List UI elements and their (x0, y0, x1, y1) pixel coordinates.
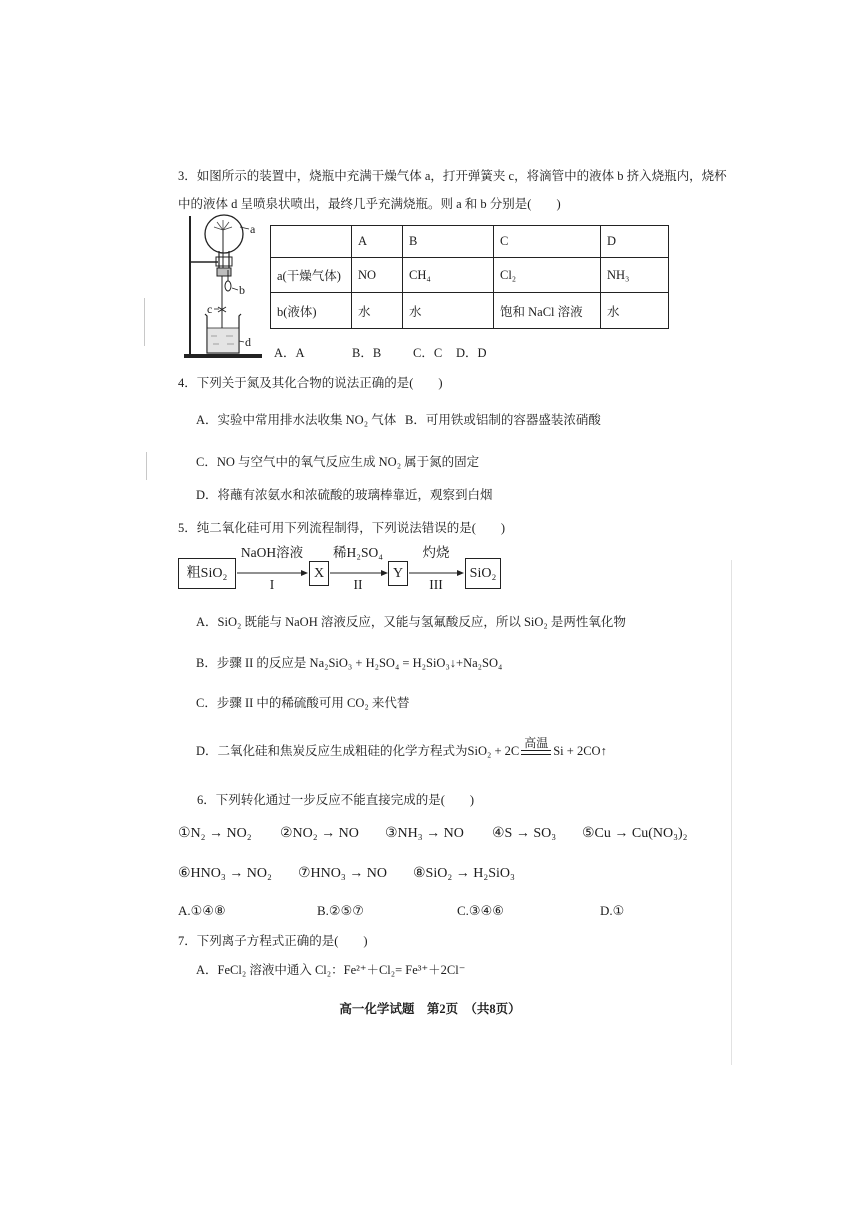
dropper-bulb (225, 281, 231, 291)
clamp-jaw (216, 257, 232, 266)
q6-item-7: ⑦HNO₃ → NO (298, 866, 387, 881)
q6-item-1: ①N₂ → NO₂ (178, 826, 252, 841)
q4-option-a: A．实验中常用排水法收集 NO₂ 气体 (196, 413, 397, 427)
table-row-label: a(干燥气体) (271, 258, 352, 293)
flow-box-end: SiO₂ (465, 558, 501, 589)
table-cell: 饱和 NaCl 溶液 (494, 293, 601, 329)
q3-stem-line-1: 3．如图所示的装置中，烧瓶中充满干燥气体 a，打开弹簧夹 c，将滴管中的液体 b 挤入烧瓶内，烧杯 (178, 169, 727, 183)
scan-artifact-line (146, 452, 147, 480)
q3-stem-line-2: 中的液体 d 呈喷泉状喷出，最终几乎充满烧瓶。则 a 和 b 分别是( ) (178, 197, 561, 211)
q4-option-b: B．可用铁或铝制的容器盛装浓硝酸 (405, 413, 601, 427)
flow-reagent-3: 灼烧 (422, 545, 450, 560)
flow-arrowhead-2 (381, 570, 388, 576)
flow-arrowhead-3 (457, 570, 464, 576)
flask (205, 215, 243, 253)
reaction-condition-label: 高温 (524, 735, 549, 750)
table-row (271, 293, 669, 329)
stand-base (184, 354, 262, 358)
flow-reagent-1: NaOH溶液 (240, 545, 304, 560)
q3-option-a: A．A (274, 346, 305, 360)
beaker-liquid (208, 328, 239, 352)
q3-table (270, 225, 669, 329)
table-header-cell: A (352, 226, 403, 258)
q6-item-4: ④S → SO₃ (492, 826, 557, 841)
page-footer: 高一化学试题 第2页 （共8页） (339, 1002, 521, 1016)
q4-option-c: C．NO 与空气中的氧气反应生成 NO₂ 属于氮的固定 (196, 455, 480, 469)
q5-stem: 5．纯二氧化硅可用下列流程制得，下列说法错误的是( ) (178, 521, 506, 535)
figure-label-a: a (250, 222, 256, 236)
table-corner-cell (271, 226, 352, 258)
q5-option-a: A．SiO₂ 既能与 NaOH 溶液反应，又能与氢氟酸反应，所以 SiO₂ 是两性氧化物 (196, 615, 626, 629)
figure-label-c: c (207, 302, 213, 316)
leader-line-b (232, 288, 238, 290)
table-row-label: b(液体) (271, 293, 352, 329)
leader-line-d (239, 341, 244, 342)
table-header-cell: C (494, 226, 601, 258)
q6-item-3: ③NH₃ → NO (385, 826, 464, 841)
flow-reagent-2: 稀H₂SO₄ (333, 545, 383, 560)
reaction-condition-equals (521, 735, 551, 755)
flow-arrowhead-1 (301, 570, 308, 576)
q4-stem: 4．下列关于氮及其化合物的说法正确的是( ) (178, 376, 443, 390)
table-row (271, 258, 669, 293)
q3-option-b: B．B (352, 346, 382, 360)
q3-option-d: D．D (456, 346, 487, 360)
table-cell: CH₄ (403, 258, 494, 293)
figure-label-d: d (245, 335, 251, 349)
table-cell: 水 (403, 293, 494, 329)
q6-option-c: C.③④⑥ (457, 903, 504, 918)
q6-option-b: B.②⑤⑦ (317, 903, 364, 918)
q6-item-2: ②NO₂ → NO (280, 826, 359, 841)
q3-option-c: C．C (413, 346, 443, 360)
scan-artifact-line (144, 298, 145, 346)
table-cell: NO (352, 258, 403, 293)
q5-option-d-text: D．二氧化硅和焦炭反应生成粗硅的化学方程式为SiO₂ + 2C (196, 744, 520, 758)
table-header-cell: D (601, 226, 669, 258)
q7-option-a: A．FeCl₂ 溶液中通入 Cl₂：Fe²⁺＋Cl₂= Fe³⁺＋2Cl⁻ (196, 963, 466, 977)
q5-option-d-result: Si + 2CO↑ (553, 744, 607, 758)
q6-item-6: ⑥HNO₃ → NO₂ (178, 866, 272, 881)
table-cell: Cl₂ (494, 258, 601, 293)
flow-arrows (230, 560, 470, 586)
q5-option-b: B．步骤 II 的反应是 Na₂SiO₃ + H₂SO₄ = H₂SiO₃↓+Na₂SO₄ (196, 656, 503, 670)
table-header-cell: B (403, 226, 494, 258)
table-cell: 水 (601, 293, 669, 329)
table-cell: 水 (352, 293, 403, 329)
q6-option-d: D.① (600, 903, 625, 918)
flow-step-1: I (269, 577, 275, 592)
q7-stem: 7．下列离子方程式正确的是( ) (178, 934, 368, 948)
figure-label-b: b (239, 283, 245, 297)
rubber-stopper (217, 268, 231, 276)
flow-step-2: II (353, 577, 363, 592)
q6-item-5: ⑤Cu → Cu(NO₃)₂ (582, 826, 688, 841)
flow-box-start: 粗SiO₂ (178, 558, 236, 589)
q6-stem: 6．下列转化通过一步反应不能直接完成的是( ) (197, 793, 475, 807)
scan-edge-line (731, 560, 732, 1065)
fountain-apparatus-figure (180, 210, 270, 362)
flow-box-y: Y (388, 561, 408, 586)
flow-step-3: III (429, 577, 443, 592)
table-cell: NH₃ (601, 258, 669, 293)
q5-option-c: C．步骤 II 中的稀硫酸可用 CO₂ 来代替 (196, 696, 410, 710)
q6-item-8: ⑧SiO₂ → H₂SiO₃ (413, 866, 515, 881)
table-header-row (271, 226, 669, 258)
q4-option-d: D．将蘸有浓氨水和浓硫酸的玻璃棒靠近，观察到白烟 (196, 488, 493, 502)
flow-box-x: X (309, 561, 329, 586)
q5-option-d (196, 735, 607, 760)
q6-option-a: A.①④⑧ (178, 903, 226, 918)
